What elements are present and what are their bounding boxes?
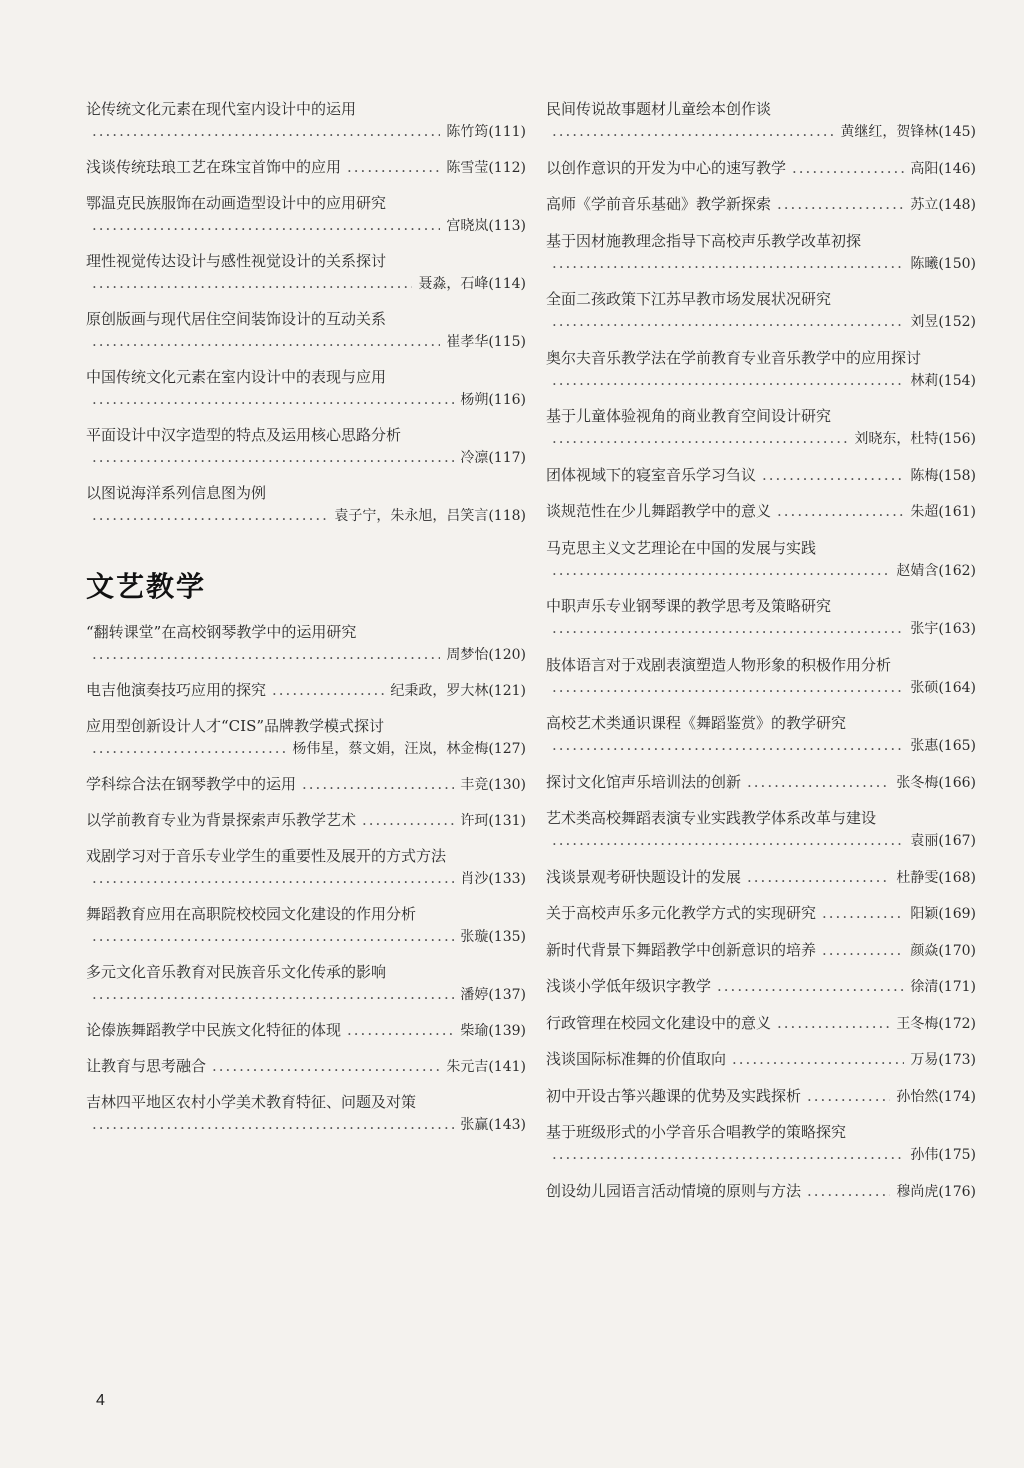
toc-entry-author-page: 刘昱(152) <box>910 314 976 330</box>
toc-entry[interactable] <box>86 98 526 143</box>
toc-entry-author-page: 袁丽(167) <box>910 833 976 849</box>
dot-leader <box>92 330 440 352</box>
toc-entry-title: 高校艺术类通识课程《舞蹈鉴赏》的教学研究 <box>546 714 847 732</box>
toc-entry[interactable] <box>546 405 976 450</box>
toc-entry-line <box>86 737 526 760</box>
toc-entry-line <box>86 925 526 948</box>
toc-entry-title: 戏剧学习对于音乐专业学生的重要性及展开的方式方法 <box>86 847 447 865</box>
dot-leader <box>762 464 904 486</box>
toc-entry[interactable] <box>86 679 526 702</box>
toc-entry-line <box>86 330 526 353</box>
toc-entry-title: 浅谈景观考研快题设计的发展 <box>546 867 742 886</box>
toc-entry-line <box>546 734 976 757</box>
toc-entry-title: 创设幼儿园语言活动情境的原则与方法 <box>546 1181 802 1200</box>
dot-leader <box>92 214 440 236</box>
toc-entry[interactable] <box>546 230 976 275</box>
toc-entry-line <box>546 1085 976 1108</box>
toc-entry-author-page: 柴瑜(139) <box>460 1023 526 1039</box>
toc-entry-line <box>546 559 976 582</box>
toc-entry-line <box>546 193 976 216</box>
dot-leader <box>807 1085 890 1107</box>
toc-entry[interactable] <box>86 482 526 527</box>
toc-entry-title: 关于高校声乐多元化教学方式的实现研究 <box>546 904 817 922</box>
toc-entry-line <box>86 983 526 1006</box>
dot-leader <box>92 925 454 947</box>
dot-leader <box>92 388 454 410</box>
toc-entry-title: 以学前教育专业为背景探索声乐教学艺术 <box>86 811 357 829</box>
toc-entry-line <box>86 867 526 890</box>
toc-entry-title: 新时代背景下舞蹈教学中创新意识的培养 <box>546 940 817 959</box>
toc-entry-author-page: 穆尚虎(176) <box>896 1183 976 1200</box>
toc-entry-author-page: 许珂(131) <box>460 813 526 829</box>
toc-entry[interactable] <box>546 193 976 216</box>
toc-entry-title: 团体视域下的寝室音乐学习刍议 <box>546 465 757 484</box>
toc-entry-line <box>86 773 526 796</box>
toc-entry-line <box>546 369 976 392</box>
toc-entry-author-page: 张硕(164) <box>910 679 976 696</box>
toc-entry-title: 艺术类高校舞蹈表演专业实践教学体系改革与建设 <box>546 809 877 827</box>
toc-entry-author-page: 张璇(135) <box>460 929 526 945</box>
dot-leader <box>362 809 454 831</box>
toc-entry-title: 理性视觉传达设计与感性视觉设计的关系探讨 <box>86 252 387 270</box>
toc-entry[interactable] <box>546 902 976 925</box>
toc-entry[interactable] <box>546 807 976 852</box>
toc-entry[interactable] <box>546 975 976 998</box>
toc-entry[interactable] <box>546 1012 976 1035</box>
dot-leader <box>552 559 890 581</box>
dot-leader <box>747 771 890 793</box>
toc-entry-author-page: 朱元吉(141) <box>446 1059 526 1075</box>
toc-entry-line <box>86 1113 526 1136</box>
toc-entry[interactable] <box>546 1048 976 1071</box>
dot-leader <box>552 369 904 391</box>
toc-entry-line <box>546 617 976 640</box>
toc-entry[interactable] <box>86 961 526 1006</box>
dot-leader <box>777 500 904 522</box>
toc-entry-title: 探讨文化馆声乐培训法的创新 <box>546 772 742 791</box>
dot-leader <box>92 272 412 294</box>
toc-entry-title: 浅谈小学低年级识字教学 <box>546 977 712 995</box>
dot-leader <box>92 120 440 142</box>
toc-entry-author-page: 万易(173) <box>910 1052 976 1068</box>
toc-entry[interactable] <box>86 250 526 295</box>
toc-entry-line <box>86 120 526 143</box>
toc-entry-line <box>546 1012 976 1035</box>
toc-entry-line <box>546 939 976 962</box>
toc-entry-line <box>86 809 526 832</box>
toc-entry[interactable] <box>546 464 976 487</box>
dot-leader <box>92 1113 454 1135</box>
toc-column-right <box>546 98 976 1216</box>
toc-entry-title: 浅谈国际标准舞的价值取向 <box>546 1050 727 1068</box>
toc-entry[interactable] <box>86 308 526 353</box>
dot-leader <box>552 734 904 756</box>
section-heading: 文艺教学 <box>86 570 207 603</box>
toc-entry-title: 全面二孩政策下江苏早教市场发展状况研究 <box>546 290 832 308</box>
toc-entry-author-page: 林莉(154) <box>910 372 976 389</box>
toc-entry-line <box>546 1180 976 1203</box>
toc-entry[interactable] <box>86 773 526 796</box>
toc-entry-author-page: 丰竞(130) <box>460 777 526 793</box>
toc-entry-author-page: 徐清(171) <box>910 979 976 995</box>
toc-entry-title: 高师《学前音乐基础》教学新探索 <box>546 195 772 213</box>
dot-leader <box>747 866 890 888</box>
toc-entry-title: 行政管理在校园文化建设中的意义 <box>546 1013 772 1032</box>
dot-leader <box>347 1019 454 1041</box>
toc-entry[interactable] <box>546 1180 976 1203</box>
toc-entry[interactable] <box>546 771 976 794</box>
toc-entry-author-page: 崔孝华(115) <box>446 334 526 350</box>
toc-entry-author-page: 杜静雯(168) <box>896 869 976 886</box>
dot-leader <box>822 902 904 924</box>
dot-leader <box>717 975 904 997</box>
dot-leader <box>552 829 904 851</box>
toc-entry-title: 学科综合法在钢琴教学中的运用 <box>86 775 297 793</box>
toc-entry-line <box>86 504 526 527</box>
toc-entry[interactable] <box>546 500 976 523</box>
toc-entry-line <box>546 771 976 794</box>
toc-entry-line <box>546 902 976 925</box>
toc-entry-line <box>86 156 526 179</box>
toc-entry-title: 基于儿童体验视角的商业教育空间设计研究 <box>546 407 832 425</box>
toc-entry[interactable] <box>546 939 976 962</box>
dot-leader <box>92 737 286 759</box>
toc-entry[interactable] <box>546 288 976 333</box>
toc-entry[interactable] <box>546 537 976 582</box>
toc-entry-author-page: 杨伟星，蔡文娟，汪岚，林金梅(127) <box>292 741 526 757</box>
toc-entry[interactable] <box>546 712 976 757</box>
toc-entry[interactable] <box>86 366 526 411</box>
toc-list-design <box>86 98 526 527</box>
dot-leader <box>552 427 848 449</box>
toc-entry-author-page: 陈雪莹(112) <box>446 160 526 176</box>
toc-entry-title: 基于因材施教理念指导下高校声乐教学改革初探 <box>546 231 862 250</box>
toc-entry[interactable] <box>86 809 526 832</box>
toc-entry-title: 论傣族舞蹈教学中民族文化特征的体现 <box>86 1021 342 1039</box>
dot-leader <box>822 939 904 961</box>
toc-entry-title: 马克思主义文艺理论在中国的发展与实践 <box>546 538 817 557</box>
toc-entry-line <box>86 1055 526 1078</box>
toc-entry-author-page: 聂淼，石峰(114) <box>418 276 526 292</box>
toc-entry[interactable] <box>86 903 526 948</box>
toc-entry-author-page: 纪秉政，罗大林(121) <box>390 683 526 699</box>
dot-leader <box>92 983 454 1005</box>
toc-entry-author-page: 王冬梅(172) <box>896 1015 976 1032</box>
toc-entry-author-page: 冷凛(117) <box>460 450 526 466</box>
toc-entry-title: 多元文化音乐教育对民族音乐文化传承的影响 <box>86 963 387 981</box>
toc-entry-title: 电吉他演奏技巧应用的探究 <box>86 681 267 699</box>
toc-entry-line <box>86 214 526 237</box>
toc-entry-line <box>86 1019 526 1042</box>
dot-leader <box>92 643 440 665</box>
toc-entry-author-page: 张惠(165) <box>910 738 976 754</box>
toc-entry[interactable] <box>546 1121 976 1166</box>
toc-entry[interactable] <box>546 866 976 889</box>
toc-entry-title: 肢体语言对于戏剧表演塑造人物形象的积极作用分析 <box>546 655 892 674</box>
toc-entry[interactable] <box>546 347 976 392</box>
toc-entry-line <box>546 1143 976 1166</box>
toc-entry-author-page: 颜焱(170) <box>910 942 976 959</box>
toc-entry-line <box>546 120 976 143</box>
toc-entry-line <box>86 643 526 666</box>
toc-entry-title: 浅谈传统珐琅工艺在珠宝首饰中的应用 <box>86 158 342 176</box>
dot-leader <box>347 156 440 178</box>
toc-entry-author-page: 潘婷(137) <box>460 987 526 1003</box>
toc-entry-author-page: 张赢(143) <box>460 1117 526 1133</box>
dot-leader <box>792 157 904 179</box>
dot-leader <box>552 310 904 332</box>
toc-entry-author-page: 张宇(163) <box>910 621 976 637</box>
toc-entry-author-page: 孙伟(175) <box>910 1147 976 1163</box>
toc-entry-line <box>86 272 526 295</box>
dot-leader <box>552 676 904 698</box>
toc-entry[interactable] <box>86 1055 526 1078</box>
toc-entry[interactable] <box>86 715 526 760</box>
toc-entry-title: 舞蹈教育应用在高职院校校园文化建设的作用分析 <box>86 905 417 923</box>
dot-leader <box>552 120 834 142</box>
toc-entry-author-page: 苏立(148) <box>910 197 976 213</box>
toc-entry-author-page: 朱超(161) <box>910 504 976 520</box>
toc-entry-author-page: 陈竹筠(111) <box>446 124 526 140</box>
toc-entry[interactable] <box>86 424 526 469</box>
toc-list-art-teaching <box>86 621 526 1136</box>
toc-entry[interactable] <box>86 156 526 179</box>
toc-entry[interactable] <box>86 192 526 237</box>
dot-leader <box>212 1055 440 1077</box>
page-number: 4 <box>96 1392 105 1409</box>
toc-entry[interactable] <box>86 1091 526 1136</box>
toc-entry-author-page: 陈梅(158) <box>910 467 976 484</box>
toc-entry[interactable] <box>546 1085 976 1108</box>
dot-leader <box>807 1180 890 1202</box>
dot-leader <box>552 252 904 274</box>
toc-entry-title: 中职声乐专业钢琴课的教学思考及策略研究 <box>546 597 832 615</box>
toc-entry-line <box>86 446 526 469</box>
toc-entry-author-page: 阳颖(169) <box>910 906 976 922</box>
toc-entry[interactable] <box>86 1019 526 1042</box>
toc-entry[interactable] <box>86 621 526 666</box>
toc-entry-author-page: 赵婧含(162) <box>896 562 976 579</box>
toc-entry-title: 谈规范性在少儿舞蹈教学中的意义 <box>546 502 772 520</box>
dot-leader <box>92 446 454 468</box>
dot-leader <box>92 504 328 526</box>
toc-entry-author-page: 宫晓岚(113) <box>446 218 526 234</box>
toc-entry[interactable] <box>86 845 526 890</box>
dot-leader <box>92 867 454 889</box>
toc-entry-line <box>546 500 976 523</box>
dot-leader <box>552 1143 904 1165</box>
toc-entry[interactable] <box>546 98 976 143</box>
toc-entry-title: 以创作意识的开发为中心的速写教学 <box>546 158 787 177</box>
toc-entry-author-page: 孙怡然(174) <box>896 1088 976 1105</box>
dot-leader <box>732 1048 904 1070</box>
toc-entry[interactable] <box>546 595 976 640</box>
toc-entry-title: 鄂温克民族服饰在动画造型设计中的应用研究 <box>86 194 387 212</box>
toc-column-left <box>86 98 526 1149</box>
toc-entry[interactable] <box>546 654 976 699</box>
toc-entry-author-page: 周梦怡(120) <box>446 647 526 663</box>
toc-entry-title: 基于班级形式的小学音乐合唱教学的策略探究 <box>546 1123 847 1141</box>
toc-entry-line <box>546 427 976 450</box>
toc-entry-title: 民间传说故事题材儿童绘本创作谈 <box>546 100 772 118</box>
toc-entry-title: 原创版画与现代居住空间装饰设计的互动关系 <box>86 310 387 328</box>
toc-entry-title: 中国传统文化元素在室内设计中的表现与应用 <box>86 368 387 386</box>
dot-leader <box>777 1012 890 1034</box>
toc-entry-author-page: 张冬梅(166) <box>896 774 976 791</box>
toc-entry-line <box>546 157 976 180</box>
toc-entry-line <box>546 866 976 889</box>
toc-entry-title: 奥尔夫音乐教学法在学前教育专业音乐教学中的应用探讨 <box>546 348 922 367</box>
toc-entry-line <box>546 829 976 852</box>
dot-leader <box>552 617 904 639</box>
toc-entry-author-page: 高阳(146) <box>910 160 976 177</box>
toc-entry-title: 初中开设古筝兴趣课的优势及实践探析 <box>546 1086 802 1105</box>
toc-entry-line <box>546 464 976 487</box>
dot-leader <box>302 773 454 795</box>
toc-entry-line <box>546 310 976 333</box>
toc-entry-author-page: 肖沙(133) <box>460 871 526 887</box>
toc-entry-line <box>546 676 976 699</box>
toc-entry-author-page: 杨朔(116) <box>460 392 526 408</box>
toc-entry-author-page: 袁子宁，朱永旭，吕笑言(118) <box>334 508 526 524</box>
dot-leader <box>777 193 904 215</box>
toc-entry-title: “翻转课堂”在高校钢琴教学中的运用研究 <box>86 623 357 641</box>
toc-entry-title: 论传统文化元素在现代室内设计中的运用 <box>86 100 357 118</box>
toc-entry-title: 吉林四平地区农村小学美术教育特征、问题及对策 <box>86 1093 417 1111</box>
toc-entry-title: 平面设计中汉字造型的特点及运用核心思路分析 <box>86 426 402 444</box>
toc-entry-title: 应用型创新设计人才“CIS”品牌教学模式探讨 <box>86 717 385 735</box>
toc-entry-author-page: 刘晓东，杜特(156) <box>854 431 976 447</box>
toc-entry-author-page: 陈曦(150) <box>910 255 976 272</box>
toc-entry-line <box>86 679 526 702</box>
toc-entry[interactable] <box>546 157 976 180</box>
toc-entry-title: 让教育与思考融合 <box>86 1057 207 1075</box>
toc-entry-line <box>546 1048 976 1071</box>
toc-entry-author-page: 黄继红，贺锋林(145) <box>840 124 976 140</box>
dot-leader <box>272 679 384 701</box>
toc-entry-title: 以图说海洋系列信息图为例 <box>86 484 267 502</box>
toc-entry-line <box>546 975 976 998</box>
toc-entry-line <box>546 252 976 275</box>
toc-list-right <box>546 98 976 1203</box>
toc-entry-line <box>86 388 526 411</box>
